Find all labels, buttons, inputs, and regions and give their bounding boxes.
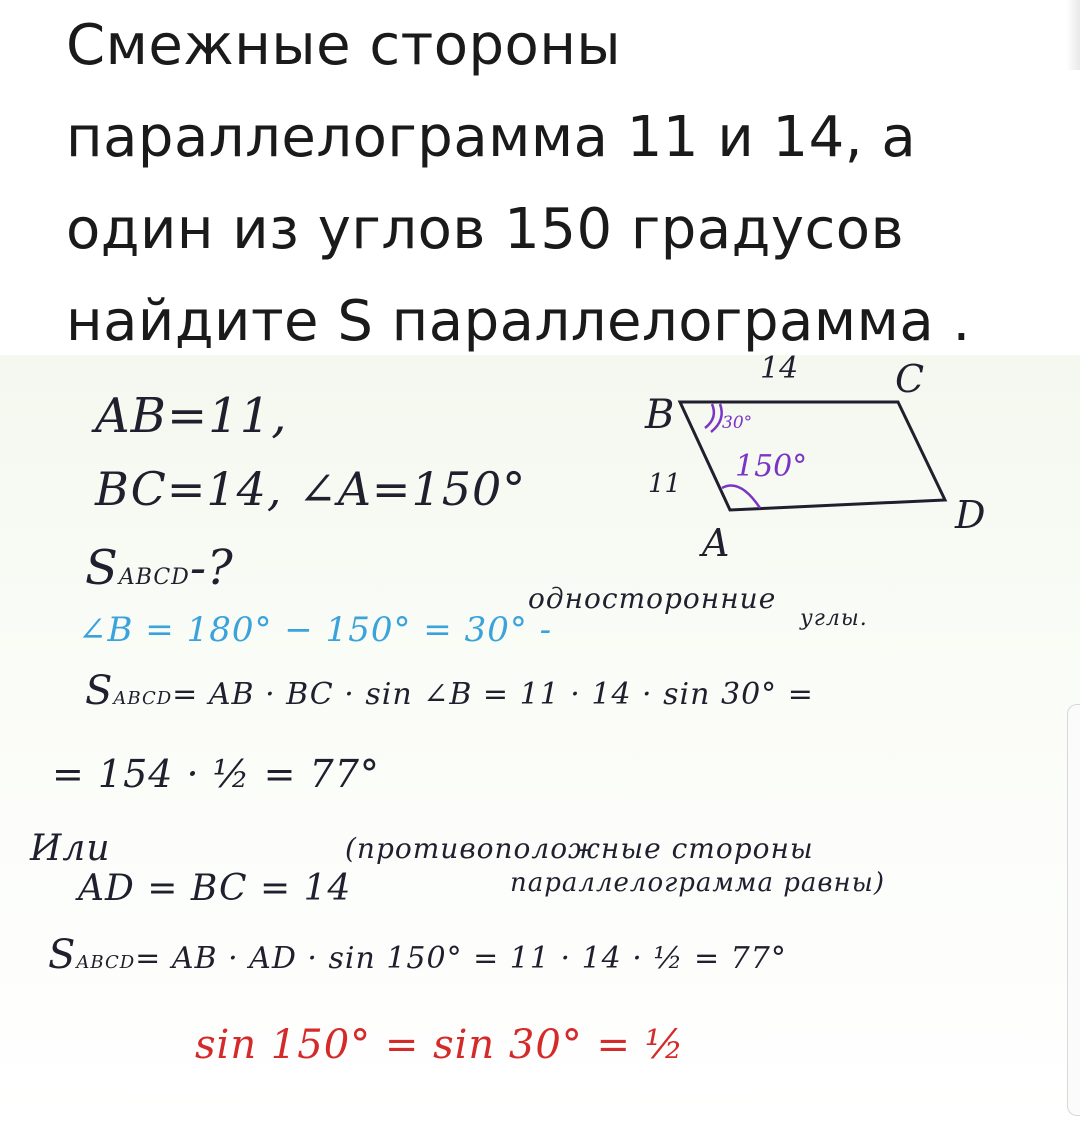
vertex-label-c: C bbox=[895, 357, 925, 401]
find-area-subscript: ABCD bbox=[118, 565, 190, 590]
area-1-subscript: ABCD bbox=[113, 688, 173, 709]
scrollbar-handle[interactable] bbox=[1067, 704, 1080, 1116]
vertex-label-b: B bbox=[645, 392, 675, 438]
side-label-ab: 11 bbox=[648, 469, 682, 499]
vertex-label-d: D bbox=[955, 493, 986, 537]
scroll-shadow bbox=[1066, 0, 1080, 70]
angle-label-b: 30° bbox=[722, 413, 753, 433]
area-2-symbol: S bbox=[48, 932, 77, 978]
find-area-question: -? bbox=[189, 540, 234, 596]
side-label-bc: 14 bbox=[760, 351, 799, 386]
ad-note-1: (противоположные стороны bbox=[345, 832, 814, 865]
angle-label-a: 150° bbox=[735, 449, 808, 484]
ad-note-2: параллелограмма равны) bbox=[510, 868, 885, 898]
question-line-3: один из углов 150 градусов bbox=[66, 197, 905, 262]
area-result-1: = 154 · ½ = 77° bbox=[52, 752, 380, 796]
given-ab: AB=11, bbox=[95, 388, 288, 444]
angle-b-note-1: односторонние bbox=[528, 582, 777, 615]
question-line-2: параллелограмма 11 и 14, а bbox=[66, 105, 917, 170]
area-2-subscript: ABCD bbox=[76, 952, 136, 973]
area-1-expression: = AB · BC · sin ∠B = 11 · 14 · sin 30° = bbox=[172, 677, 814, 712]
area-2-expression: = AB · AD · sin 150° = 11 · 14 · ½ = 77° bbox=[135, 941, 787, 976]
find-area-symbol: S bbox=[85, 540, 119, 596]
vertex-label-a: A bbox=[702, 521, 730, 565]
area-1-symbol: S bbox=[85, 668, 114, 714]
angle-b-arc-1 bbox=[705, 404, 714, 428]
question-line-4: найдите S параллелограмма . bbox=[66, 289, 971, 354]
angle-b-calc: ∠B = 180° − 150° = 30° - bbox=[78, 610, 553, 650]
ad-equals-bc: AD = BC = 14 bbox=[78, 868, 352, 909]
or-word: Или bbox=[30, 828, 111, 869]
question-line-1: Смежные стороны bbox=[66, 13, 622, 78]
sin-identity: sin 150° = sin 30° = ½ bbox=[195, 1022, 685, 1068]
angle-b-note-2: углы. bbox=[800, 606, 868, 631]
given-bc-angle: BC=14, ∠A=150° bbox=[95, 462, 527, 516]
